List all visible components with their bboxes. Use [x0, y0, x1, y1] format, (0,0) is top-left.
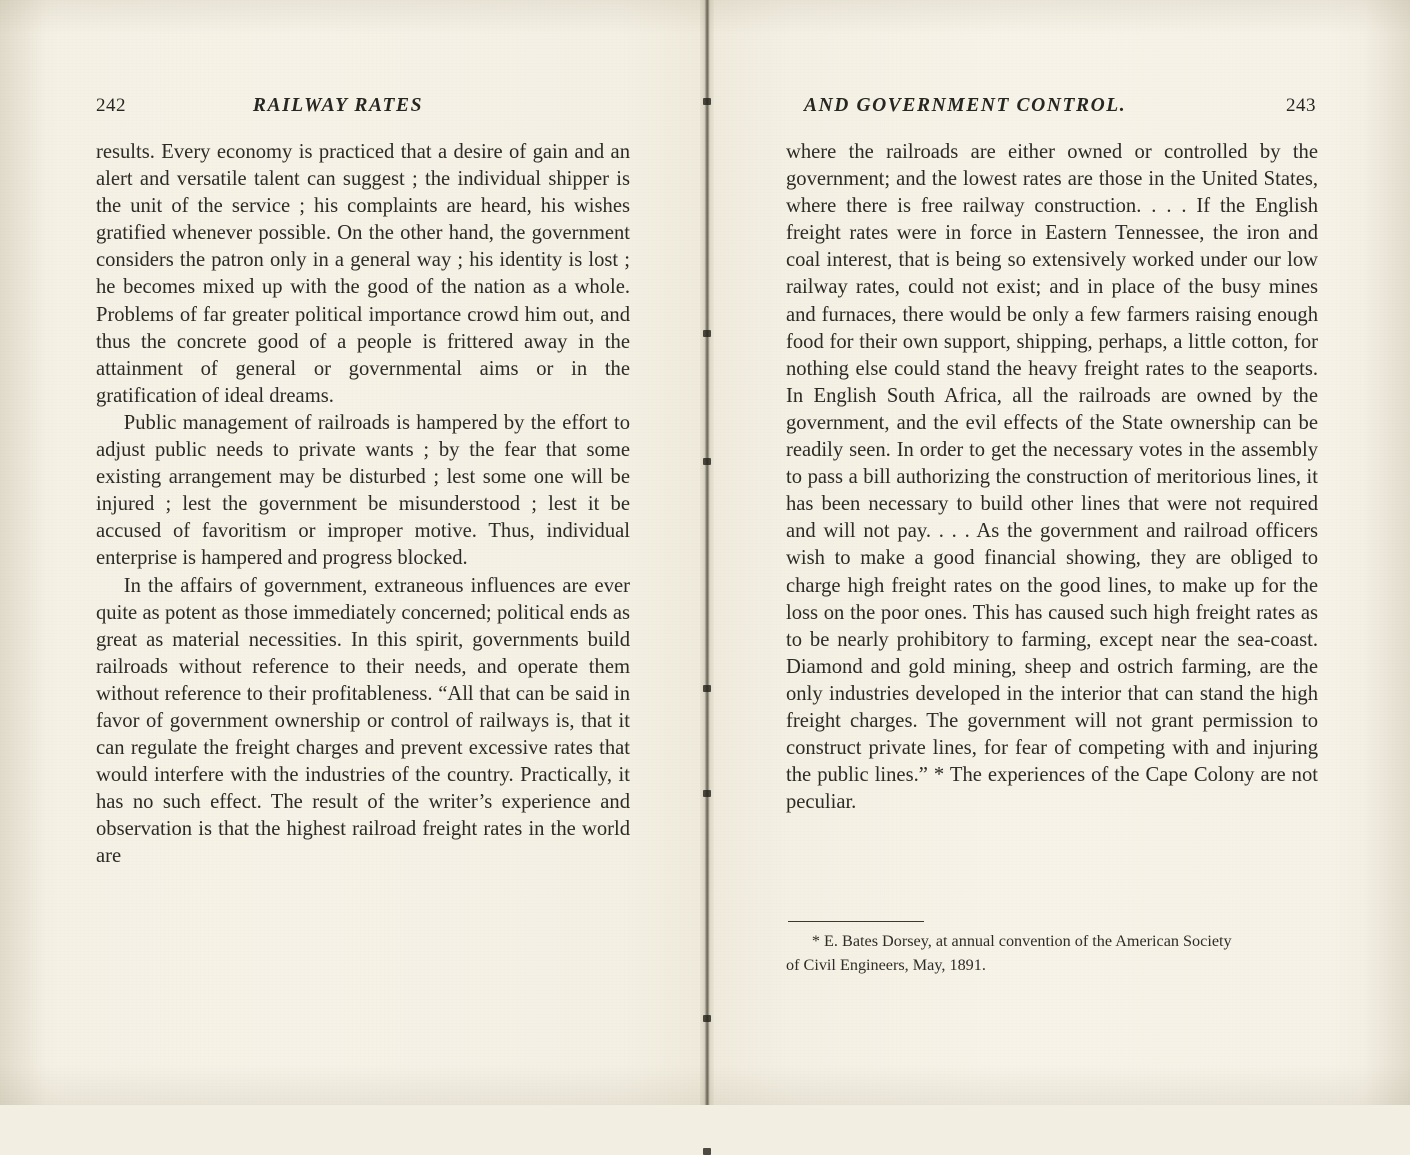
footnote	[786, 930, 1326, 977]
right-page-running-header	[774, 95, 1316, 121]
left-page-running-header	[96, 95, 630, 121]
right-page-running-title: AND GOVERNMENT CONTROL.	[804, 95, 1127, 116]
left-page	[0, 0, 700, 1105]
footnote-separator-rule	[788, 921, 924, 922]
left-page-running-title: RAILWAY RATES	[252, 95, 424, 116]
paragraph: results. Every economy is practiced that a desire of gain and an alert and versatile talent can suggest ; the individual shipper is the unit of the service ; his complaints are heard, his wishes gratified whenever possible. On the other hand, the government considers the patron only in a general way ; his identity is lost ; he becomes mixed up with the good of the nation as a whole. Problems of far greater political importance crowd him out, and thus the concrete good of a people is frittered away in the attainment of general or governmental aims or in the gratification of ideal dreams.	[96, 141, 630, 407]
right-page-folio: 243	[1285, 95, 1316, 116]
paragraph: In the affairs of government, extraneous influences are ever quite as potent as those immediately concerned; political ends as great as material necessities. In this spirit, governments build railroads without reference to their needs, and operate them without reference to their profitableness. “All that can be said in favor of government ownership or control of railways is, that it can regulate the freight charges and prevent excessive rates that would interfere with the industries of the country. Practically, it has no such effect. The result of the writer’s experience and observation is that the highest railroad freight rates in the world are	[96, 574, 630, 868]
footnote-line: * E. Bates Dorsey, at annual convention of the American Society	[811, 932, 1232, 950]
paragraph: Public management of railroads is hampered by the effort to adjust public needs to private wants ; by the fear that some existing arrangement may be disturbed ; lest some one will be injured ; lest the government be misunderstood ; lest it be accused of favoritism or improper motive. Thus, individual enterprise is hampered and progress blocked.	[96, 411, 630, 570]
footnote-line: of Civil Engineers, May, 1891.	[786, 955, 986, 974]
right-page-text-column	[786, 139, 1318, 816]
left-page-folio: 242	[96, 95, 126, 116]
left-page-text-column	[96, 139, 630, 871]
paragraph: where the railroads are either owned or controlled by the government; and the lowest rates are those in the United States, where there is free railway construction. . . . If the English freight rates were in force in Eastern Tennessee, the iron and coal interest, that is being so extensively worked under our low railway rates, could not exist; and in place of the busy mines and furnaces, there would be only a few farmers raising enough food for their own support, shipping, perhaps, a little cotton, for nothing else could stand the heavy freight rates to the seaports. In English South Africa, all the railroads are owned by the government, and the evil effects of the State ownership can be readily seen. In order to get the necessary votes in the assembly to pass a bill authorizing the construction of meritorious lines, it has been necessary to build other lines that were not required and will not pay. . . . As the government and railroad officers wish to make a good financial showing, they are obliged to charge high freight rates on the good lines, to make up for the loss on the poor ones. This has caused such high freight rates as to be nearly prohibitory to farming, except near the sea-coast. Diamond and gold mining, sheep and ostrich farming, are the only industries developed in the interior that can stand the high freight charges. The government will not grant permission to construct private lines, for fear of competing with and injuring the public lines.” * The experiences of the Cape Colony are not peculiar.	[786, 141, 1318, 814]
book-binding-gutter	[700, 0, 714, 1105]
